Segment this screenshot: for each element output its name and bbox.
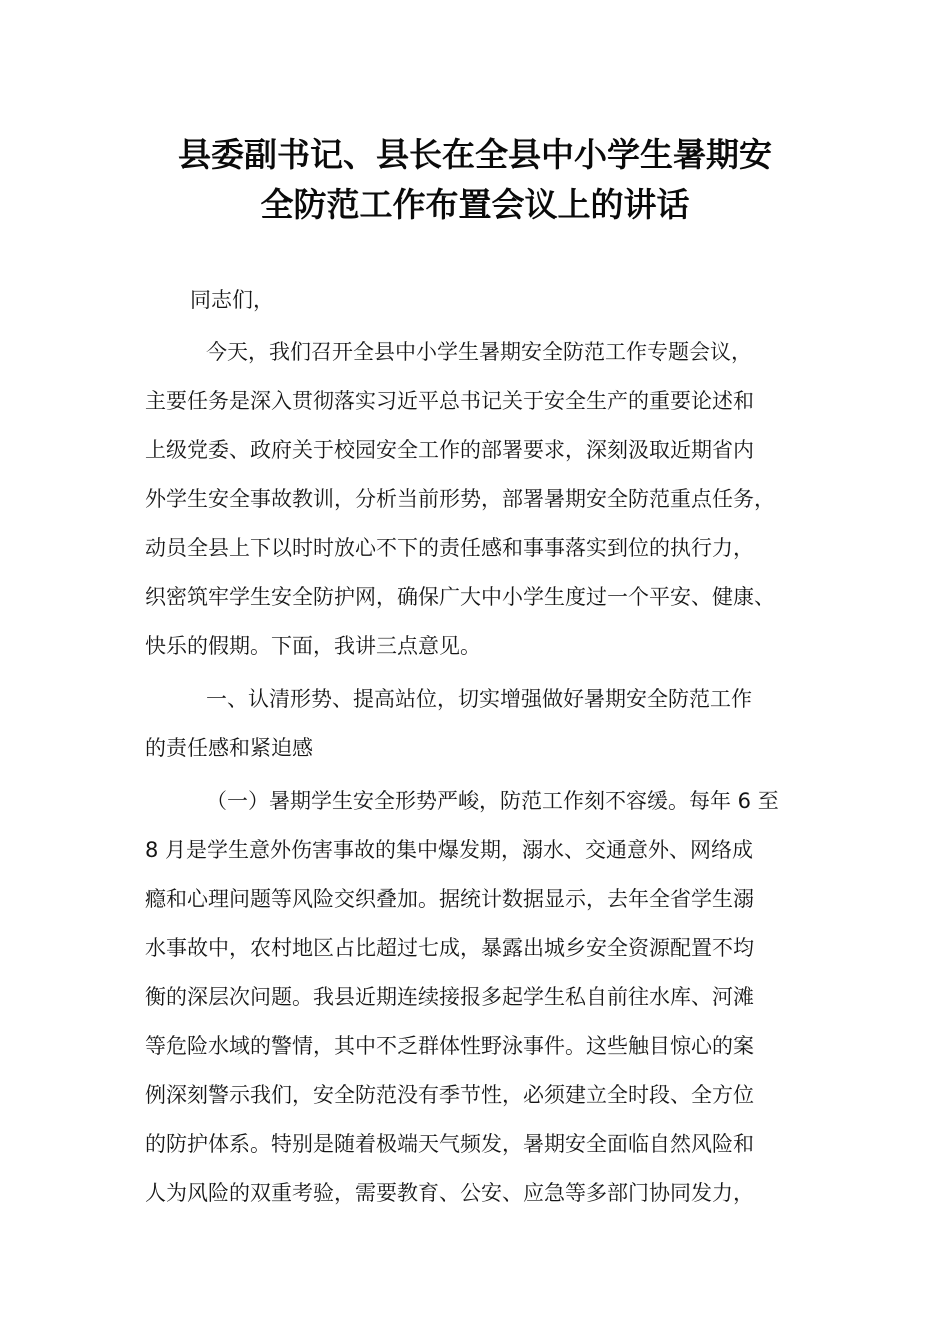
document-title-line-1: 县委副书记、县长在全县中小学生暑期安 [178, 135, 772, 174]
body-line: 例深刻警示我们，安全防范没有季节性，必须建立全时段、全方位 [145, 1083, 754, 1107]
salutation: 同志们， [190, 288, 274, 312]
section-heading-line: 一、认清形势、提高站位，切实增强做好暑期安全防范工作 [206, 687, 752, 711]
body-line: 水事故中，农村地区占比超过七成，暴露出城乡安全资源配置不均 [145, 936, 754, 960]
body-line: 衡的深层次问题。我县近期连续接报多起学生私自前往水库、河滩 [145, 985, 754, 1009]
body-line: 织密筑牢学生安全防护网，确保广大中小学生度过一个平安、健康、 [145, 585, 775, 609]
body-line: 等危险水域的警情，其中不乏群体性野泳事件。这些触目惊心的案 [145, 1034, 754, 1058]
body-line: 的防护体系。特别是随着极端天气频发，暑期安全面临自然风险和 [145, 1132, 754, 1156]
body-line: 外学生安全事故教训，分析当前形势，部署暑期安全防范重点任务， [145, 487, 775, 511]
body-line: （一）暑期学生安全形势严峻，防范工作刻不容缓。每年 6 至 [206, 789, 779, 813]
document-title-line-2: 全防范工作布置会议上的讲话 [260, 185, 690, 224]
body-line: 快乐的假期。下面，我讲三点意见。 [145, 634, 481, 658]
body-line: 8 月是学生意外伤害事故的集中爆发期，溺水、交通意外、网络成 [145, 838, 754, 862]
body-line: 人为风险的双重考验，需要教育、公安、应急等多部门协同发力， [145, 1181, 754, 1205]
body-line: 动员全县上下以时时放心不下的责任感和事事落实到位的执行力， [145, 536, 754, 560]
body-line: 瘾和心理问题等风险交织叠加。据统计数据显示，去年全省学生溺 [145, 887, 754, 911]
body-line: 今天，我们召开全县中小学生暑期安全防范工作专题会议， [206, 340, 752, 364]
body-line: 主要任务是深入贯彻落实习近平总书记关于安全生产的重要论述和 [145, 389, 754, 413]
section-heading-line: 的责任感和紧迫感 [145, 736, 313, 760]
body-line: 上级党委、政府关于校园安全工作的部署要求，深刻汲取近期省内 [145, 438, 754, 462]
